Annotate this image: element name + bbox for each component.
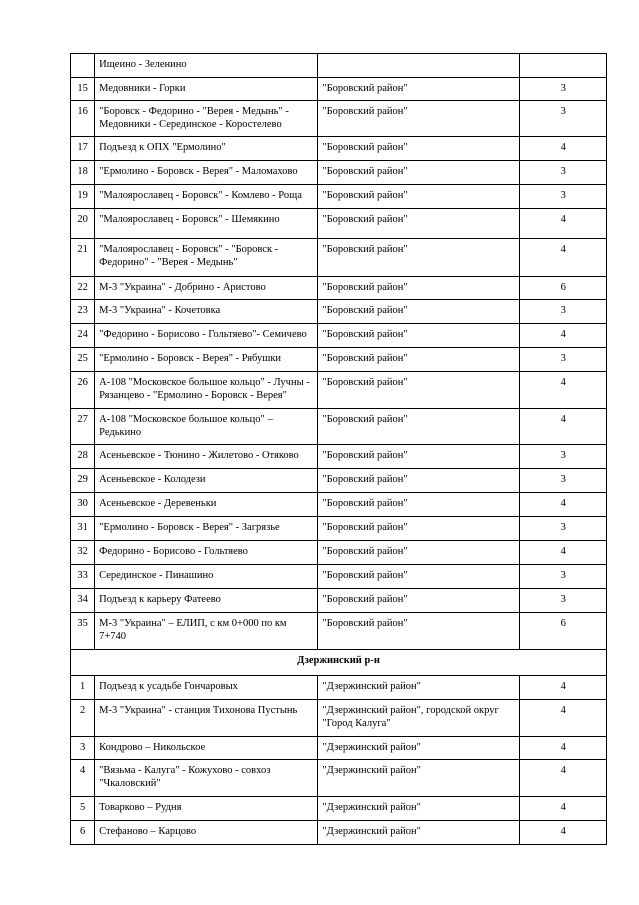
row-number: 24 <box>71 324 95 348</box>
road-value: 4 <box>520 760 607 797</box>
row-number: 33 <box>71 565 95 589</box>
table-row <box>71 209 607 239</box>
section-header-row <box>71 650 607 676</box>
row-number: 35 <box>71 613 95 650</box>
row-number: 18 <box>71 161 95 185</box>
table-row <box>71 409 607 445</box>
table-row <box>71 821 607 845</box>
section-title: Дзержинский р-н <box>71 650 607 676</box>
road-value: 3 <box>520 565 607 589</box>
road-name: Подъезд к усадьбе Гончаровых <box>95 676 318 700</box>
table-row <box>71 589 607 613</box>
table-row <box>71 541 607 565</box>
row-number: 6 <box>71 821 95 845</box>
district-name: "Боровский район" <box>318 565 520 589</box>
road-name: М-3 "Украина" - Добрино - Аристово <box>95 277 318 300</box>
row-number: 28 <box>71 445 95 469</box>
road-value: 4 <box>520 493 607 517</box>
road-name: М-3 "Украина" - Кочетовка <box>95 300 318 324</box>
district-name: "Боровский район" <box>318 589 520 613</box>
road-name: Асеньевское - Колодези <box>95 469 318 493</box>
row-number: 31 <box>71 517 95 541</box>
table-row <box>71 469 607 493</box>
table-row <box>71 348 607 372</box>
road-value: 3 <box>520 517 607 541</box>
road-value: 3 <box>520 78 607 101</box>
road-name: А-108 "Московское большое кольцо" – Редькино <box>95 409 318 445</box>
road-value: 4 <box>520 409 607 445</box>
road-value: 3 <box>520 185 607 209</box>
road-value: 4 <box>520 700 607 737</box>
district-name: "Дзержинский район" <box>318 760 520 797</box>
table-row <box>71 324 607 348</box>
table-row <box>71 613 607 650</box>
district-name: "Боровский район" <box>318 239 520 277</box>
district-name: "Боровский район" <box>318 372 520 409</box>
district-name: "Боровский район" <box>318 300 520 324</box>
road-value: 4 <box>520 737 607 760</box>
district-name: "Боровский район" <box>318 613 520 650</box>
road-name: Медовники - Горки <box>95 78 318 101</box>
table-row <box>71 137 607 161</box>
district-name: "Дзержинский район" <box>318 737 520 760</box>
road-name: "Малоярославец - Боровск" - Шемякино <box>95 209 318 239</box>
road-value: 4 <box>520 797 607 821</box>
road-name: Подъезд к карьеру Фатеево <box>95 589 318 613</box>
district-name: "Боровский район" <box>318 348 520 372</box>
row-number: 2 <box>71 700 95 737</box>
road-name: Серединское - Пинашино <box>95 565 318 589</box>
road-value: 4 <box>520 209 607 239</box>
row-number: 5 <box>71 797 95 821</box>
row-number: 1 <box>71 676 95 700</box>
table-row <box>71 760 607 797</box>
road-name: "Вязьма - Калуга" - Кожухово - совхоз "Чкаловский" <box>95 760 318 797</box>
row-number: 4 <box>71 760 95 797</box>
road-name: Товарково – Рудня <box>95 797 318 821</box>
table-row <box>71 737 607 760</box>
district-name: "Боровский район" <box>318 161 520 185</box>
row-number: 21 <box>71 239 95 277</box>
road-value: 4 <box>520 541 607 565</box>
district-name: "Дзержинский район", городской округ "Город Калуга" <box>318 700 520 737</box>
row-number: 16 <box>71 101 95 137</box>
district-name: "Дзержинский район" <box>318 821 520 845</box>
row-number: 20 <box>71 209 95 239</box>
roads-table <box>70 53 607 845</box>
road-value: 4 <box>520 676 607 700</box>
road-value: 4 <box>520 137 607 161</box>
row-number: 27 <box>71 409 95 445</box>
district-name: "Боровский район" <box>318 493 520 517</box>
road-name: Асеньевское - Деревеньки <box>95 493 318 517</box>
row-number <box>71 54 95 78</box>
table-row <box>71 277 607 300</box>
table-row <box>71 565 607 589</box>
table-row <box>71 78 607 101</box>
road-value: 3 <box>520 589 607 613</box>
district-name: "Боровский район" <box>318 445 520 469</box>
road-value: 6 <box>520 277 607 300</box>
table-row <box>71 239 607 277</box>
road-value: 3 <box>520 348 607 372</box>
road-name: Подъезд к ОПХ "Ермолино" <box>95 137 318 161</box>
table-row <box>71 54 607 78</box>
road-value: 4 <box>520 324 607 348</box>
road-value: 4 <box>520 372 607 409</box>
road-name: А-108 "Московское большое кольцо" - Лучны - Рязанцево - "Ермолино - Боровск - Верея" <box>95 372 318 409</box>
road-name: Стефаново – Карцово <box>95 821 318 845</box>
table-row <box>71 161 607 185</box>
road-name: "Боровск - Федорино - "Верея - Медынь" - Медовники - Серединское - Коростелево <box>95 101 318 137</box>
road-name: "Федорино - Борисово - Гольтяево"- Семичево <box>95 324 318 348</box>
road-value: 3 <box>520 469 607 493</box>
district-name: "Боровский район" <box>318 78 520 101</box>
road-value: 3 <box>520 445 607 469</box>
road-name: М-3 "Украина" – ЕЛИП, с км 0+000 по км 7+740 <box>95 613 318 650</box>
road-name: Асеньевское - Тюнино - Жилетово - Отяково <box>95 445 318 469</box>
table-row <box>71 700 607 737</box>
table-row <box>71 101 607 137</box>
table-row <box>71 185 607 209</box>
road-value <box>520 54 607 78</box>
row-number: 29 <box>71 469 95 493</box>
district-name: "Боровский район" <box>318 517 520 541</box>
road-value: 4 <box>520 239 607 277</box>
road-name: Ищеино - Зеленино <box>95 54 318 78</box>
road-value: 3 <box>520 161 607 185</box>
road-name: "Ермолино - Боровск - Верея" - Рябушки <box>95 348 318 372</box>
district-name: "Дзержинский район" <box>318 676 520 700</box>
district-name: "Дзержинский район" <box>318 797 520 821</box>
row-number: 23 <box>71 300 95 324</box>
district-name <box>318 54 520 78</box>
row-number: 3 <box>71 737 95 760</box>
row-number: 26 <box>71 372 95 409</box>
road-value: 3 <box>520 101 607 137</box>
road-name: Федорино - Борисово - Гольтяево <box>95 541 318 565</box>
table-row <box>71 300 607 324</box>
road-name: М-3 "Украина" - станция Тихонова Пустынь <box>95 700 318 737</box>
road-name: Кондрово – Никольское <box>95 737 318 760</box>
row-number: 34 <box>71 589 95 613</box>
table-row <box>71 372 607 409</box>
row-number: 22 <box>71 277 95 300</box>
table-row <box>71 517 607 541</box>
road-value: 6 <box>520 613 607 650</box>
row-number: 25 <box>71 348 95 372</box>
table-row <box>71 493 607 517</box>
road-name: "Малоярославец - Боровск" - "Боровск - Федорино" - "Верея - Медынь" <box>95 239 318 277</box>
district-name: "Боровский район" <box>318 101 520 137</box>
road-name: "Ермолино - Боровск - Верея" - Загрязье <box>95 517 318 541</box>
district-name: "Боровский район" <box>318 277 520 300</box>
row-number: 17 <box>71 137 95 161</box>
district-name: "Боровский район" <box>318 209 520 239</box>
table-row <box>71 445 607 469</box>
district-name: "Боровский район" <box>318 409 520 445</box>
district-name: "Боровский район" <box>318 469 520 493</box>
district-name: "Боровский район" <box>318 185 520 209</box>
row-number: 30 <box>71 493 95 517</box>
row-number: 15 <box>71 78 95 101</box>
table-row <box>71 676 607 700</box>
district-name: "Боровский район" <box>318 137 520 161</box>
road-value: 4 <box>520 821 607 845</box>
row-number: 19 <box>71 185 95 209</box>
roads-table-body <box>71 54 607 845</box>
table-row <box>71 797 607 821</box>
road-name: "Малоярославец - Боровск" - Комлево - Роща <box>95 185 318 209</box>
district-name: "Боровский район" <box>318 324 520 348</box>
district-name: "Боровский район" <box>318 541 520 565</box>
road-value: 3 <box>520 300 607 324</box>
row-number: 32 <box>71 541 95 565</box>
road-name: "Ермолино - Боровск - Верея" - Маломахово <box>95 161 318 185</box>
